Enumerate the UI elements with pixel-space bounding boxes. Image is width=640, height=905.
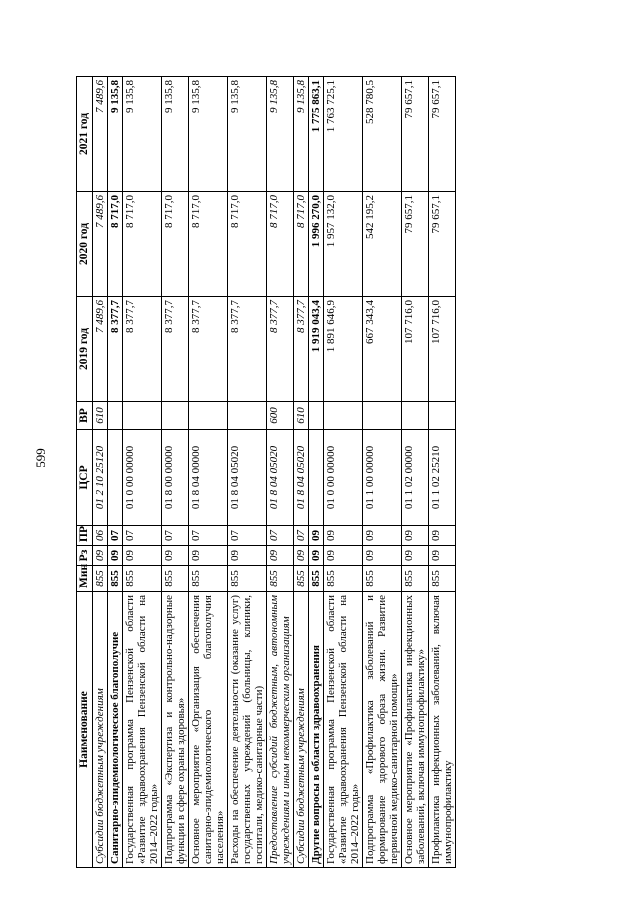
cell-pr: 07 bbox=[123, 526, 162, 546]
cell-2021: 9 135,8 bbox=[294, 77, 309, 192]
cell-name: Субсидии бюджетным учреждениям bbox=[294, 592, 309, 868]
cell-2021: 9 135,8 bbox=[123, 77, 162, 192]
table-row bbox=[108, 77, 123, 868]
cell-name: Субсидии бюджетным учреждениям bbox=[93, 592, 108, 868]
cell-csr: 01 0 00 00000 bbox=[324, 430, 363, 526]
table-row bbox=[324, 77, 363, 868]
cell-2020: 1 957 132,0 bbox=[324, 192, 363, 297]
cell-pr: 07 bbox=[189, 526, 228, 546]
table-row bbox=[162, 77, 189, 868]
cell-2020: 8 717,0 bbox=[228, 192, 267, 297]
cell-2020: 1 996 270,0 bbox=[309, 192, 324, 297]
cell-rz: 09 bbox=[162, 546, 189, 566]
cell-2020: 79 657,1 bbox=[402, 192, 429, 297]
cell-vr: 600 bbox=[267, 402, 294, 430]
table-row bbox=[363, 77, 402, 868]
cell-vr bbox=[402, 402, 429, 430]
cell-name: Другие вопросы в области здравоохранения bbox=[309, 592, 324, 868]
cell-min: 855 bbox=[162, 566, 189, 592]
cell-name: Профилактика инфекционных заболеваний, включая иммунопрофилактику bbox=[429, 592, 456, 868]
cell-rz: 09 bbox=[324, 546, 363, 566]
cell-2019: 8 377,7 bbox=[123, 297, 162, 402]
cell-rz: 09 bbox=[309, 546, 324, 566]
cell-name: Основное мероприятие «Организация обеспечения санитарно-эпидемиологического благополучия населения» bbox=[189, 592, 228, 868]
cell-min: 855 bbox=[294, 566, 309, 592]
cell-2019: 8 377,7 bbox=[228, 297, 267, 402]
cell-vr bbox=[162, 402, 189, 430]
cell-name: Санитарно-эпидемиологическое благополучие bbox=[108, 592, 123, 868]
cell-2019: 107 716,0 bbox=[402, 297, 429, 402]
col-header-csr: ЦСР bbox=[77, 430, 93, 526]
cell-rz: 09 bbox=[294, 546, 309, 566]
cell-2020: 8 717,0 bbox=[294, 192, 309, 297]
table-row bbox=[309, 77, 324, 868]
cell-rz: 09 bbox=[402, 546, 429, 566]
cell-name: Подпрограмма «Профилактика заболеваний и формирование здорового образа жизни. Развитие первичной медико-санитарной помощи» bbox=[363, 592, 402, 868]
col-header-2019: 2019 год bbox=[77, 297, 93, 402]
cell-2020: 8 717,0 bbox=[108, 192, 123, 297]
cell-2021: 7 489,6 bbox=[93, 77, 108, 192]
cell-csr: 01 1 02 25210 bbox=[429, 430, 456, 526]
cell-pr: 07 bbox=[294, 526, 309, 546]
cell-2020: 542 195,2 bbox=[363, 192, 402, 297]
cell-rz: 09 bbox=[93, 546, 108, 566]
cell-name: Государственная программа Пензенской области «Развитие здравоохранения Пензенской области на 2014–2022 годы» bbox=[324, 592, 363, 868]
cell-2019: 667 343,4 bbox=[363, 297, 402, 402]
cell-2020: 8 717,0 bbox=[123, 192, 162, 297]
cell-csr: 01 8 04 05020 bbox=[267, 430, 294, 526]
cell-2019: 1 919 043,4 bbox=[309, 297, 324, 402]
cell-2019: 8 377,7 bbox=[108, 297, 123, 402]
cell-min: 855 bbox=[267, 566, 294, 592]
table-row bbox=[402, 77, 429, 868]
cell-2021: 9 135,8 bbox=[189, 77, 228, 192]
cell-csr: 01 8 04 00000 bbox=[189, 430, 228, 526]
cell-vr bbox=[189, 402, 228, 430]
col-header-pr: ПР bbox=[77, 526, 93, 546]
col-header-vr: ВР bbox=[77, 402, 93, 430]
cell-min: 855 bbox=[429, 566, 456, 592]
cell-min: 855 bbox=[108, 566, 123, 592]
cell-pr: 07 bbox=[228, 526, 267, 546]
cell-min: 855 bbox=[324, 566, 363, 592]
col-header-2021: 2021 год bbox=[77, 77, 93, 192]
cell-csr: 01 1 00 00000 bbox=[363, 430, 402, 526]
cell-min: 855 bbox=[402, 566, 429, 592]
cell-2021: 1 775 863,1 bbox=[309, 77, 324, 192]
cell-rz: 09 bbox=[429, 546, 456, 566]
col-header-name: Наименование bbox=[77, 592, 93, 868]
table-row bbox=[267, 77, 294, 868]
cell-csr: 01 1 02 00000 bbox=[402, 430, 429, 526]
cell-2019: 8 377,7 bbox=[267, 297, 294, 402]
cell-2019: 8 377,7 bbox=[294, 297, 309, 402]
cell-rz: 09 bbox=[108, 546, 123, 566]
cell-name: Подпрограмма «Экспертиза и контрольно-надзорные функции в сфере охраны здоровья» bbox=[162, 592, 189, 868]
col-header-2020: 2020 год bbox=[77, 192, 93, 297]
cell-min: 855 bbox=[189, 566, 228, 592]
cell-vr bbox=[228, 402, 267, 430]
cell-rz: 09 bbox=[189, 546, 228, 566]
cell-csr: 01 8 04 05020 bbox=[228, 430, 267, 526]
cell-2021: 528 780,5 bbox=[363, 77, 402, 192]
cell-2019: 8 377,7 bbox=[162, 297, 189, 402]
cell-csr: 01 2 10 25120 bbox=[93, 430, 108, 526]
cell-2021: 9 135,8 bbox=[108, 77, 123, 192]
table-body bbox=[93, 77, 456, 868]
table-row bbox=[93, 77, 108, 868]
cell-vr bbox=[123, 402, 162, 430]
cell-vr bbox=[324, 402, 363, 430]
table-row bbox=[429, 77, 456, 868]
cell-pr: 09 bbox=[402, 526, 429, 546]
cell-name: Расходы на обеспечение деятельности (оказание услуг) государственных учреждений (больницы, клиники, госпитали, медико-санитарные части) bbox=[228, 592, 267, 868]
cell-rz: 09 bbox=[228, 546, 267, 566]
cell-pr: 09 bbox=[324, 526, 363, 546]
col-header-min: Мин bbox=[77, 566, 93, 592]
cell-rz: 09 bbox=[267, 546, 294, 566]
cell-2021: 9 135,8 bbox=[267, 77, 294, 192]
cell-pr: 09 bbox=[429, 526, 456, 546]
cell-2021: 1 763 725,1 bbox=[324, 77, 363, 192]
rotated-page bbox=[76, 77, 571, 868]
cell-vr bbox=[309, 402, 324, 430]
cell-vr bbox=[429, 402, 456, 430]
table-row bbox=[294, 77, 309, 868]
cell-2020: 8 717,0 bbox=[162, 192, 189, 297]
cell-csr bbox=[108, 430, 123, 526]
cell-pr: 09 bbox=[363, 526, 402, 546]
budget-table bbox=[76, 76, 456, 868]
cell-2020: 8 717,0 bbox=[189, 192, 228, 297]
cell-2020: 7 489,6 bbox=[93, 192, 108, 297]
cell-2020: 8 717,0 bbox=[267, 192, 294, 297]
cell-pr: 09 bbox=[309, 526, 324, 546]
cell-min: 855 bbox=[93, 566, 108, 592]
col-header-rz: Рз bbox=[77, 546, 93, 566]
cell-2019: 107 716,0 bbox=[429, 297, 456, 402]
table-row bbox=[189, 77, 228, 868]
cell-2021: 79 657,1 bbox=[429, 77, 456, 192]
cell-pr: 07 bbox=[267, 526, 294, 546]
cell-name: Основное мероприятие «Профилактика инфекционных заболеваний, включая иммунопрофилактику» bbox=[402, 592, 429, 868]
cell-min: 855 bbox=[309, 566, 324, 592]
cell-2021: 79 657,1 bbox=[402, 77, 429, 192]
cell-min: 855 bbox=[228, 566, 267, 592]
cell-csr bbox=[309, 430, 324, 526]
cell-rz: 09 bbox=[123, 546, 162, 566]
cell-2020: 79 657,1 bbox=[429, 192, 456, 297]
cell-name: Предоставление субсидий бюджетным, автономным учреждениям и иным некоммерческим организациям bbox=[267, 592, 294, 868]
cell-rz: 09 bbox=[363, 546, 402, 566]
cell-csr: 01 8 00 00000 bbox=[162, 430, 189, 526]
cell-2021: 9 135,8 bbox=[228, 77, 267, 192]
table-row bbox=[228, 77, 267, 868]
table-row bbox=[123, 77, 162, 868]
cell-pr: 07 bbox=[108, 526, 123, 546]
cell-csr: 01 8 04 05020 bbox=[294, 430, 309, 526]
cell-vr bbox=[363, 402, 402, 430]
cell-pr: 07 bbox=[162, 526, 189, 546]
cell-csr: 01 0 00 00000 bbox=[123, 430, 162, 526]
cell-2019: 8 377,7 bbox=[189, 297, 228, 402]
cell-vr: 610 bbox=[294, 402, 309, 430]
cell-2019: 7 489,6 bbox=[93, 297, 108, 402]
cell-vr: 610 bbox=[93, 402, 108, 430]
header-row bbox=[77, 77, 93, 868]
cell-name: Государственная программа Пензенской области «Развитие здравоохранения Пензенской области на 2014–2022 годы» bbox=[123, 592, 162, 868]
cell-vr bbox=[108, 402, 123, 430]
cell-min: 855 bbox=[123, 566, 162, 592]
cell-2021: 9 135,8 bbox=[162, 77, 189, 192]
page-number: 599 bbox=[33, 448, 48, 468]
cell-min: 855 bbox=[363, 566, 402, 592]
cell-2019: 1 891 646,9 bbox=[324, 297, 363, 402]
cell-pr: 06 bbox=[93, 526, 108, 546]
